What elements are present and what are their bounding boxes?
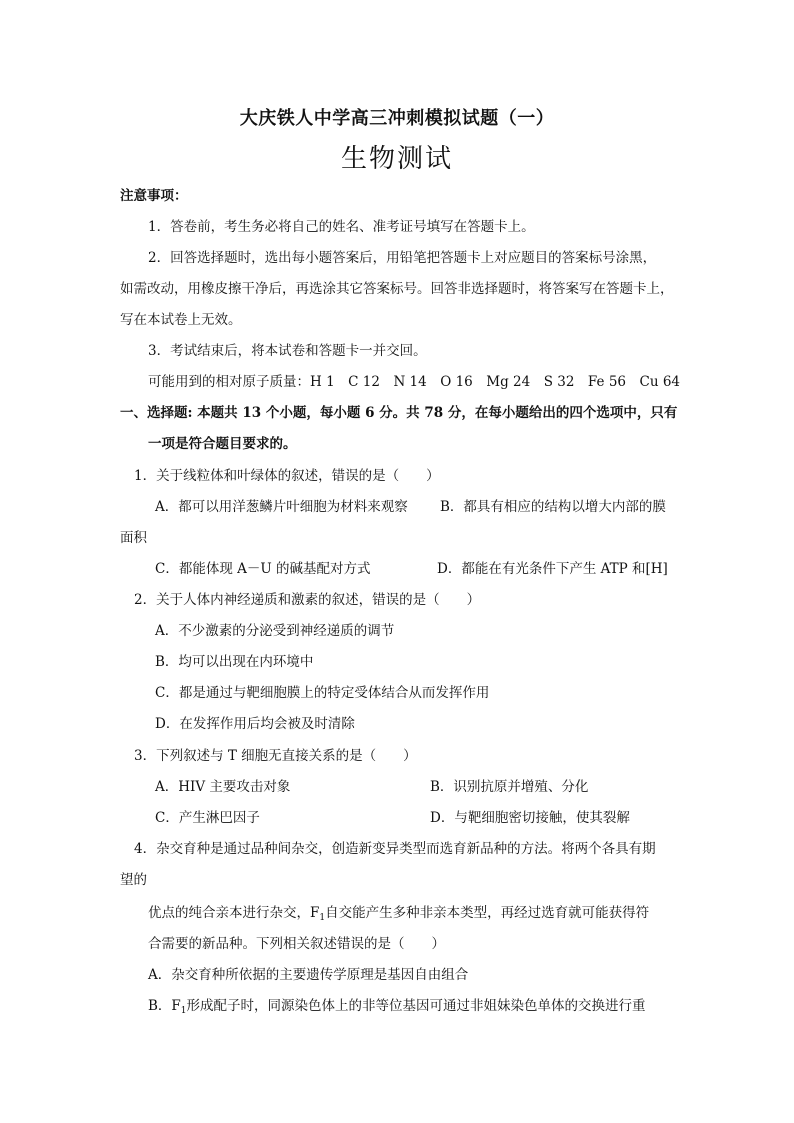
- subscript-1: 1: [180, 1006, 187, 1016]
- question-1-stem: 1．关于线粒体和叶绿体的叙述，错误的是（ ）: [134, 468, 440, 484]
- question-1-option-c: C．都能体现 A－U 的碱基配对方式: [155, 561, 371, 577]
- section-1-heading-cont: 一项是符合题目要求的。: [148, 436, 297, 452]
- question-4-option-b: [148, 996, 646, 1021]
- question-4-stem-line-3: [148, 903, 649, 928]
- question-3-option-c: C．产生淋巴因子: [155, 810, 260, 826]
- question-2-option-c: C．都是通过与靶细胞膜上的特定受体结合从而发挥作用: [155, 685, 490, 701]
- question-4-stem-cont: 望的: [120, 872, 147, 888]
- question-1-option-d: D．都能在有光条件下产生 ATP 和[H]: [437, 561, 668, 577]
- notice-item-2-line-3: 写在本试卷上无效。: [120, 312, 242, 328]
- section-1-heading: 一、选择题: 本题共 13 个小题，每小题 6 分。共 78 分，在每小题给出的四个选项中，只有: [120, 405, 678, 421]
- question-2-option-b: B．均可以出现在内环境中: [155, 654, 314, 670]
- question-4-stem-line-3-post: 自交能产生多种非亲本类型，再经过选育就可能获得符: [325, 905, 650, 921]
- exam-title: 大庆铁人中学高三冲刺模拟试题（一）: [239, 108, 555, 129]
- question-2-option-d: D．在发挥作用后均会被及时清除: [155, 716, 355, 732]
- question-4-option-a: A．杂交育种所依据的主要遗传学原理是基因自由组合: [148, 967, 469, 983]
- question-1-option-a: A．都可以用洋葱鳞片叶细胞为材料来观察: [155, 499, 408, 515]
- notice-heading: 注意事项：: [120, 188, 188, 204]
- question-4-option-b-pre: B．F: [148, 998, 181, 1014]
- notice-item-1: 1．答卷前，考生务必将自己的姓名、准考证号填写在答题卡上。: [148, 219, 535, 235]
- question-3-stem: 3．下列叙述与 T 细胞无直接关系的是（ ）: [134, 748, 417, 764]
- question-3-option-b: B．识别抗原并增殖、分化: [430, 779, 589, 795]
- subscript-1: 1: [319, 913, 326, 923]
- question-2-stem: 2．关于人体内神经递质和激素的叙述，错误的是（ ）: [134, 592, 481, 608]
- question-4-stem-line-3-pre: 优点的纯合亲本进行杂交，F: [148, 905, 320, 921]
- exam-subject: 生物测试: [340, 144, 453, 174]
- question-1-option-b-cont: 面积: [120, 530, 147, 546]
- notice-item-2-line-2: 如需改动，用橡皮擦干净后，再选涂其它答案标号。回答非选择题时，将答案写在答题卡上，: [120, 281, 674, 297]
- question-3-option-d: D．与靶细胞密切接触，使其裂解: [430, 810, 630, 826]
- notice-item-2-line-1: 2．回答选择题时，选出每小题答案后，用铅笔把答题卡上对应题目的答案标号涂黑，: [148, 250, 657, 266]
- question-2-option-a: A．不少激素的分泌受到神经递质的调节: [155, 623, 395, 639]
- question-4-stem-line-4: 合需要的新品种。下列相关叙述错误的是（ ）: [148, 936, 445, 952]
- notice-item-3: 3．考试结束后，将本试卷和答题卡一并交回。: [148, 343, 427, 359]
- question-4-option-b-post: 形成配子时，同源染色体上的非等位基因可通过非姐妹染色单体的交换进行重: [186, 998, 646, 1014]
- question-4-stem: 4．杂交育种是通过品种间杂交，创造新变异类型而选育新品种的方法。将两个各具有期: [134, 841, 656, 857]
- atomic-masses: 可能用到的相对原子质量：H 1 C 12 N 14 O 16 Mg 24 S 32 Fe 56 Cu 64: [148, 374, 681, 390]
- question-1-option-b: B．都具有相应的结构以增大内部的膜: [440, 499, 666, 515]
- question-3-option-a: A．HIV 主要攻击对象: [155, 779, 291, 795]
